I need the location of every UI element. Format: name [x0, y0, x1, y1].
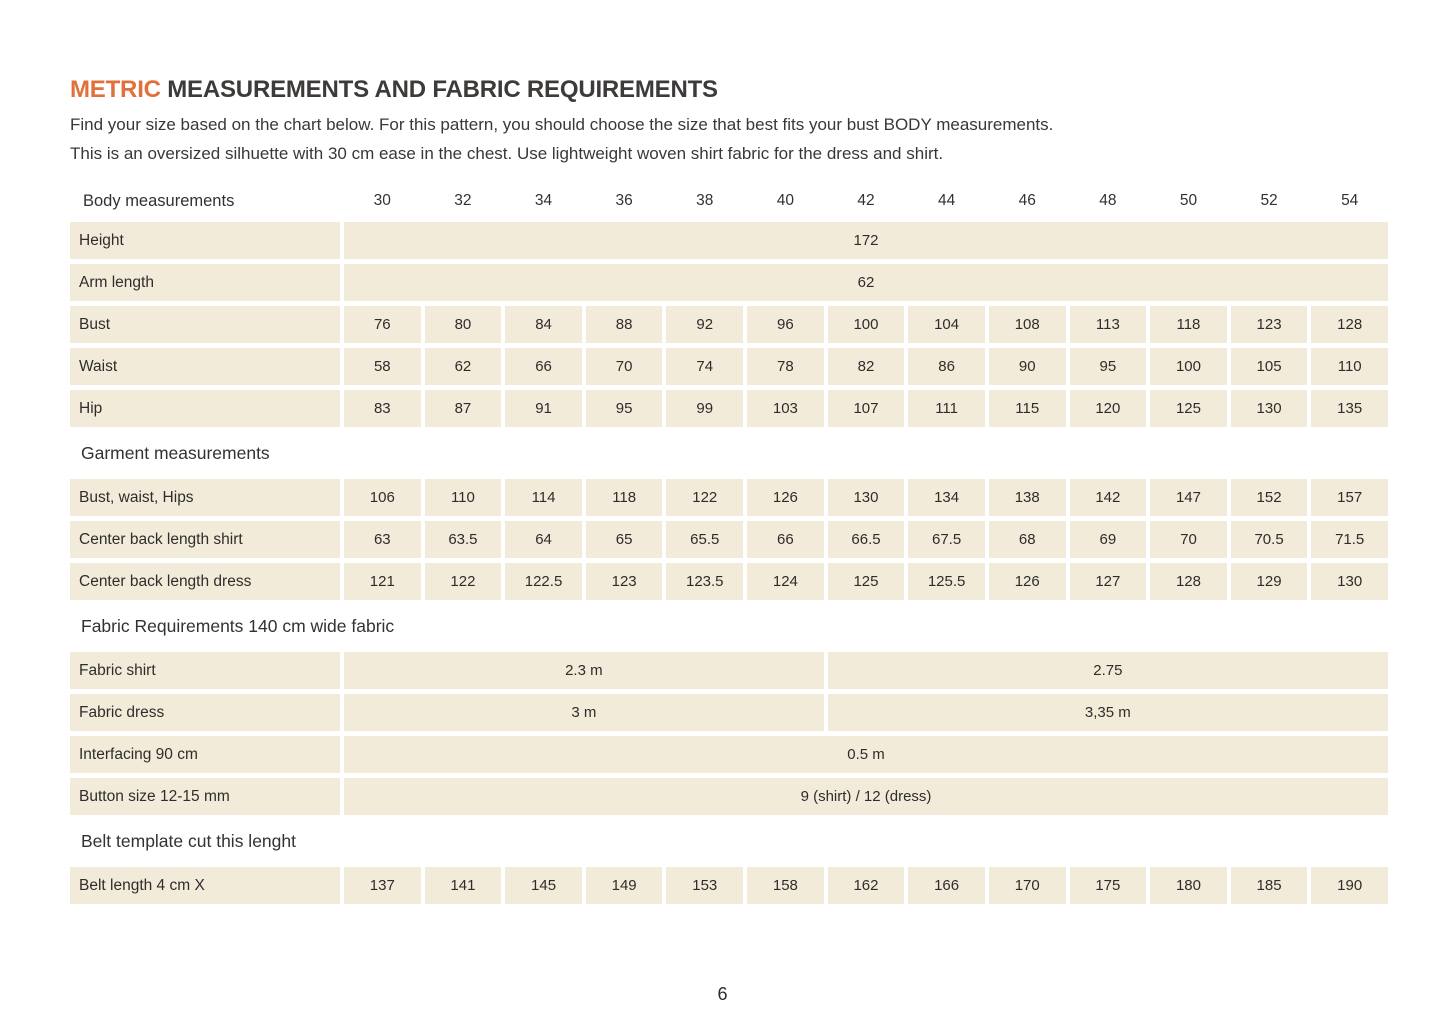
cb-shirt-value-cell: 63: [344, 521, 421, 558]
hip-value-cell: 87: [425, 390, 502, 427]
cb-dress-value-cell: 127: [1070, 563, 1147, 600]
cb-shirt-value-cell: 65: [586, 521, 663, 558]
size-header-cell: 30: [373, 192, 391, 209]
belt-value-cell: 166: [908, 867, 985, 904]
hip-value-cell: 91: [505, 390, 582, 427]
row-label-height: Height: [70, 222, 340, 259]
belt-value-cell: 141: [425, 867, 502, 904]
garment-bwh-value-cell: 157: [1311, 479, 1388, 516]
cb-dress-value-cell: 128: [1150, 563, 1227, 600]
waist-value-cell: 58: [344, 348, 421, 385]
garment-bwh-value-cell: 138: [989, 479, 1066, 516]
size-header-cell: 38: [696, 192, 714, 209]
size-header-cell: 34: [534, 192, 553, 209]
waist-value-cell: 100: [1150, 348, 1227, 385]
waist-value-cell: 66: [505, 348, 582, 385]
bust-value-cell: 92: [666, 306, 743, 343]
bust-value-cell: 96: [747, 306, 824, 343]
garment-bwh-value-cell: 114: [505, 479, 582, 516]
garment-bwh-value-cell: 152: [1231, 479, 1308, 516]
belt-value-cell: 153: [666, 867, 743, 904]
fabric-dress-left-value-cell: 3 m: [344, 694, 824, 731]
garment-bwh-value-cell: 118: [586, 479, 663, 516]
garment-bwh-value-cell: 134: [908, 479, 985, 516]
garment-bwh-value-cell: 110: [425, 479, 502, 516]
waist-value-cell: 90: [989, 348, 1066, 385]
row-label-belt-length: Belt length 4 cm X: [70, 867, 340, 904]
hip-value-cell: 130: [1231, 390, 1308, 427]
fabric-dress-right-value-cell: 3,35 m: [828, 694, 1388, 731]
cb-shirt-value-cell: 63.5: [425, 521, 502, 558]
bust-value-cell: 76: [344, 306, 421, 343]
cb-shirt-value-cell: 70.5: [1231, 521, 1308, 558]
cb-dress-value-cell: 130: [1311, 563, 1388, 600]
cb-shirt-value-cell: 66: [747, 521, 824, 558]
waist-value-cell: 62: [425, 348, 502, 385]
page-title: [70, 76, 1390, 104]
fabric-requirements-header: Fabric Requirements 140 cm wide fabric: [81, 615, 395, 636]
cb-shirt-value-cell: 68: [989, 521, 1066, 558]
belt-value-cell: 162: [828, 867, 905, 904]
bust-value-cell: 100: [828, 306, 905, 343]
row-label-center-back-length-dress: Center back length dress: [70, 563, 340, 600]
cb-dress-value-cell: 129: [1231, 563, 1308, 600]
garment-bwh-value-cell: 142: [1070, 479, 1147, 516]
hip-value-cell: 103: [747, 390, 824, 427]
row-label-center-back-length-shirt: Center back length shirt: [70, 521, 340, 558]
bust-value-cell: 118: [1150, 306, 1227, 343]
size-header-cell: 40: [776, 192, 794, 209]
cb-dress-value-cell: 122: [425, 563, 502, 600]
cb-dress-value-cell: 124: [747, 563, 824, 600]
row-label-arm-length: Arm length: [70, 264, 340, 301]
waist-value-cell: 78: [747, 348, 824, 385]
button-size-value-cell: 9 (shirt) / 12 (dress): [344, 778, 1388, 815]
waist-value-cell: 70: [586, 348, 663, 385]
bust-value-cell: 104: [908, 306, 985, 343]
row-label-fabric-dress: Fabric dress: [70, 694, 340, 731]
arm-length-value-cell: 62: [344, 264, 1388, 301]
size-header-cell: 46: [1018, 192, 1036, 209]
size-header-cell: 52: [1260, 192, 1278, 209]
size-header-cell: 50: [1179, 192, 1198, 209]
bust-value-cell: 128: [1311, 306, 1388, 343]
garment-bwh-value-cell: 130: [828, 479, 905, 516]
belt-value-cell: 145: [505, 867, 582, 904]
body-measurements-header: Body measurements: [83, 192, 235, 210]
fabric-shirt-right-value-cell: 2.75: [828, 652, 1388, 689]
belt-value-cell: 149: [586, 867, 663, 904]
cb-dress-value-cell: 123.5: [666, 563, 743, 600]
garment-bwh-value-cell: 106: [344, 479, 421, 516]
row-label-garment-bust-waist-hips: Bust, waist, Hips: [70, 479, 340, 516]
bust-value-cell: 113: [1070, 306, 1147, 343]
hip-value-cell: 115: [989, 390, 1066, 427]
waist-value-cell: 82: [828, 348, 905, 385]
cb-shirt-value-cell: 64: [505, 521, 582, 558]
hip-value-cell: 95: [586, 390, 663, 427]
row-label-fabric-shirt: Fabric shirt: [70, 652, 340, 689]
cb-shirt-value-cell: 70: [1150, 521, 1227, 558]
cb-dress-value-cell: 126: [989, 563, 1066, 600]
belt-value-cell: 158: [747, 867, 824, 904]
height-value-cell: 172: [344, 222, 1388, 259]
cb-dress-value-cell: 122.5: [505, 563, 582, 600]
fabric-shirt-left-value-cell: 2.3 m: [344, 652, 824, 689]
row-label-hip: Hip: [70, 390, 340, 427]
cb-dress-value-cell: 125: [828, 563, 905, 600]
size-chart-table: [70, 187, 1388, 904]
row-label-waist: Waist: [70, 348, 340, 385]
page-number: 6: [717, 984, 728, 1004]
hip-value-cell: 111: [908, 390, 985, 427]
bust-value-cell: 88: [586, 306, 663, 343]
hip-value-cell: 120: [1070, 390, 1147, 427]
belt-value-cell: 185: [1231, 867, 1308, 904]
hip-value-cell: 83: [344, 390, 421, 427]
cb-shirt-value-cell: 69: [1070, 521, 1147, 558]
bust-value-cell: 108: [989, 306, 1066, 343]
bust-value-cell: 80: [425, 306, 502, 343]
belt-value-cell: 137: [344, 867, 421, 904]
bust-value-cell: 123: [1231, 306, 1308, 343]
belt-value-cell: 175: [1070, 867, 1147, 904]
cb-shirt-value-cell: 71.5: [1311, 521, 1388, 558]
row-label-interfacing: Interfacing 90 cm: [70, 736, 340, 773]
intro-line-2: This is an oversized silhuette with 30 cm ease in the chest. Use lightweight woven shirt fabric for the dress and shirt.: [70, 144, 944, 163]
intro-line-1: Find your size based on the chart below. For this pattern, you should choose the size that best fits your bust BODY measurements.: [70, 115, 1054, 134]
size-header-cell: 42: [857, 192, 875, 209]
waist-value-cell: 86: [908, 348, 985, 385]
garment-bwh-value-cell: 126: [747, 479, 824, 516]
belt-template-header: Belt template cut this lenght: [81, 830, 296, 851]
waist-value-cell: 74: [666, 348, 743, 385]
size-header-cell: 32: [454, 192, 472, 209]
page-title-rest: MEASUREMENTS AND FABRIC REQUIREMENTS: [167, 76, 718, 103]
row-label-bust: Bust: [70, 306, 340, 343]
belt-value-cell: 180: [1150, 867, 1227, 904]
cb-shirt-value-cell: 66.5: [828, 521, 905, 558]
document-page: [70, 76, 1390, 904]
hip-value-cell: 107: [828, 390, 905, 427]
size-header-cell: 48: [1099, 192, 1117, 209]
cb-dress-value-cell: 123: [586, 563, 663, 600]
size-header-cell: 54: [1341, 192, 1359, 209]
waist-value-cell: 95: [1070, 348, 1147, 385]
cb-dress-value-cell: 125.5: [908, 563, 985, 600]
row-label-button-size: Button size 12-15 mm: [70, 778, 340, 815]
garment-bwh-value-cell: 122: [666, 479, 743, 516]
cb-dress-value-cell: 121: [344, 563, 421, 600]
hip-value-cell: 99: [666, 390, 743, 427]
interfacing-value-cell: 0.5 m: [344, 736, 1388, 773]
size-header-cell: 44: [937, 192, 956, 209]
garment-bwh-value-cell: 147: [1150, 479, 1227, 516]
page-title-highlight: METRIC: [70, 76, 161, 103]
belt-value-cell: 170: [989, 867, 1066, 904]
hip-value-cell: 135: [1311, 390, 1388, 427]
hip-value-cell: 125: [1150, 390, 1227, 427]
cb-shirt-value-cell: 65.5: [666, 521, 743, 558]
bust-value-cell: 84: [505, 306, 582, 343]
garment-measurements-header: Garment measurements: [81, 442, 270, 463]
waist-value-cell: 110: [1311, 348, 1388, 385]
size-header-cell: 36: [615, 192, 633, 209]
waist-value-cell: 105: [1231, 348, 1308, 385]
cb-shirt-value-cell: 67.5: [908, 521, 985, 558]
belt-value-cell: 190: [1311, 867, 1388, 904]
